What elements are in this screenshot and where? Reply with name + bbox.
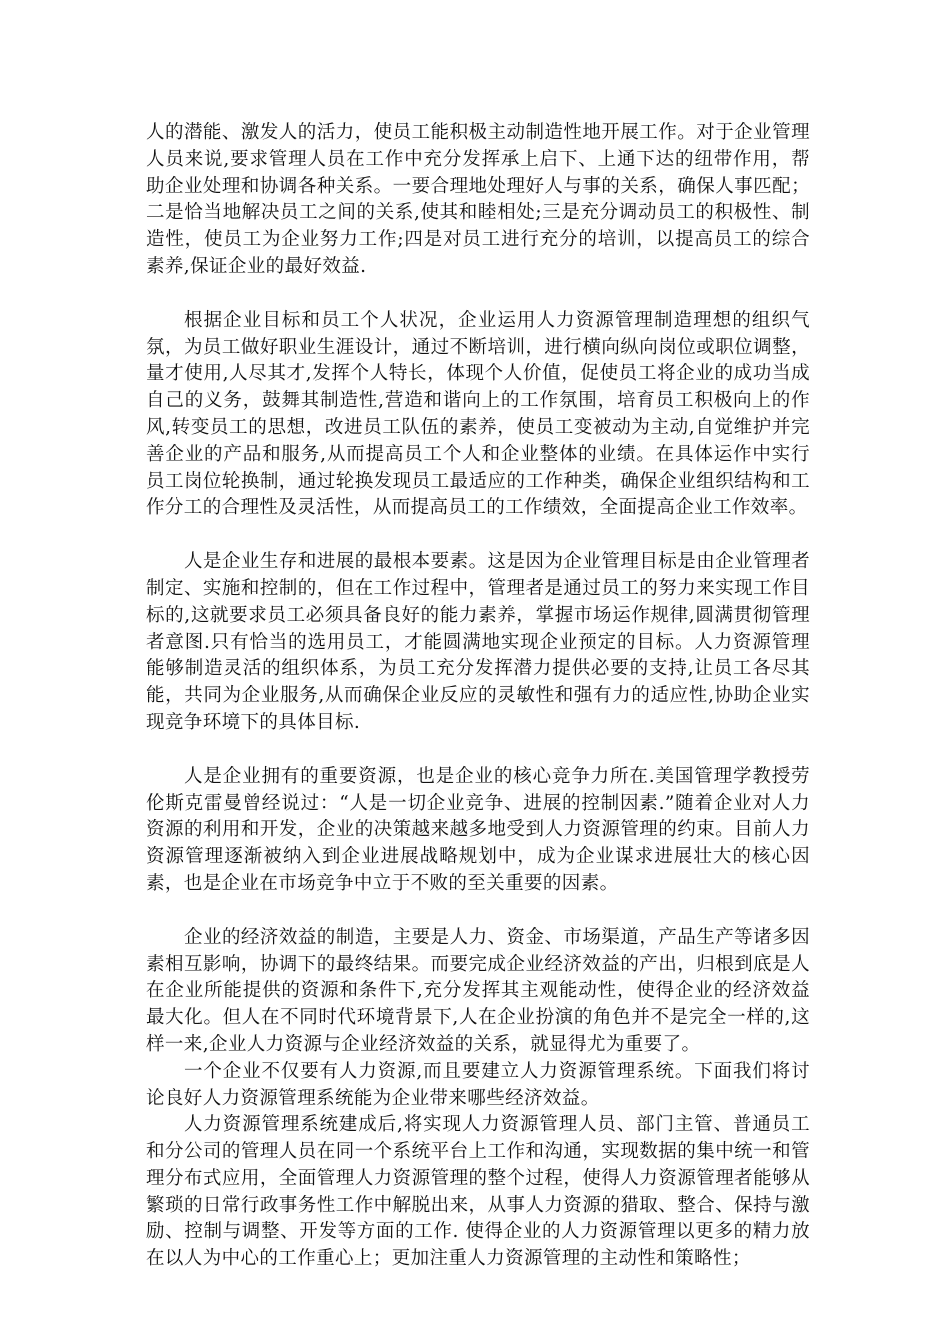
paragraph-5: 企业的经济效益的制造，主要是人力、资金、市场渠道，产品生产等诸多因素相互影响，协调下的最终结果。而要完成企业经济效益的产出，归根到底是人在企业所能提供的资源和条件下,充分发挥其主观能动性，使得企业的经济效益最大化。但人在不同时代环境背景下,人在企业扮演的角色并不是完全一样的,这样一来,企业人力资源与企业经济效益的关系，就显得尤为重要了。 [146, 926, 810, 1055]
paragraph-1: 人的潜能、激发人的活力，使员工能积极主动制造性地开展工作。对于企业管理人员来说,要求管理人员在工作中充分发挥承上启下、上通下达的纽带作用，帮助企业处理和协调各种关系。一要合理地处理好人与事的关系，确保人事匹配；二是恰当地解决员工之间的关系,使其和睦相处;三是充分调动员工的积极性、制造性，使员工为企业努力工作;四是对员工进行充分的培训，以提高员工的综合素养,保证企业的最好效益. [146, 122, 810, 277]
paragraph-7: 人力资源管理系统建成后,将实现人力资源管理人员、部门主管、普通员工和分公司的管理人员在同一个系统平台上工作和沟通，实现数据的集中统一和管理分布式应用，全面管理人力资源管理的整个过程，使得人力资源管理者能够从繁琐的日常行政事务性工作中解脱出来，从事人力资源的猎取、整合、保持与激励、控制与调整、开发等方面的工作. 使得企业的人力资源管理以更多的精力放在以人为中心的工作重心上；更加注重人力资源管理的主动性和策略性； [146, 1114, 810, 1270]
paragraph-6: 一个企业不仅要有人力资源,而且要建立人力资源管理系统。下面我们将讨论良好人力资源管理系统能为企业带来哪些经济效益。 [146, 1060, 810, 1109]
paragraph-2: 根据企业目标和员工个人状况，企业运用人力资源管理制造理想的组织气氛，为员工做好职业生涯设计，通过不断培训，进行横向纵向岗位或职位调整，量才使用,人尽其才,发挥个人特长，体现个人价值，促使员工将企业的成功当成自己的义务，鼓舞其制造性,营造和谐向上的工作氛围，培育员工积极向上的作风,转变员工的思想，改进员工队伍的素养，使员工变被动为主动,自觉维护并完善企业的产品和服务,从而提高员工个人和企业整体的业绩。在具体运作中实行员工岗位轮换制，通过轮换发现员工最适应的工作种类，确保企业组织结构和工作分工的合理性及灵活性，从而提高员工的工作绩效，全面提高企业工作效率。 [146, 309, 810, 519]
document-page [146, 120, 810, 1273]
paragraph-3: 人是企业生存和进展的最根本要素。这是因为企业管理目标是由企业管理者制定、实施和控制的，但在工作过程中，管理者是通过员工的努力来实现工作目标的,这就要求员工必须具备良好的能力素养，掌握市场运作规律,圆满贯彻管理者意图.只有恰当的选用员工，才能圆满地实现企业预定的目标。人力资源管理能够制造灵活的组织体系，为员工充分发挥潜力提供必要的支持,让员工各尽其能，共同为企业服务,从而确保企业反应的灵敏性和强有力的适应性,协助企业实现竞争环境下的具体目标. [146, 551, 810, 733]
paragraph-4: 人是企业拥有的重要资源，也是企业的核心竞争力所在.美国管理学教授劳伦斯克雷曼曾经说过：“人是一切企业竞争、进展的控制因素.”随着企业对人力资源的利用和开发，企业的决策越来越多地受到人力资源管理的约束。目前人力资源管理逐渐被纳入到企业进展战略规划中，成为企业谋求进展壮大的核心因素，也是企业在市场竞争中立于不败的至关重要的因素。 [146, 765, 810, 894]
